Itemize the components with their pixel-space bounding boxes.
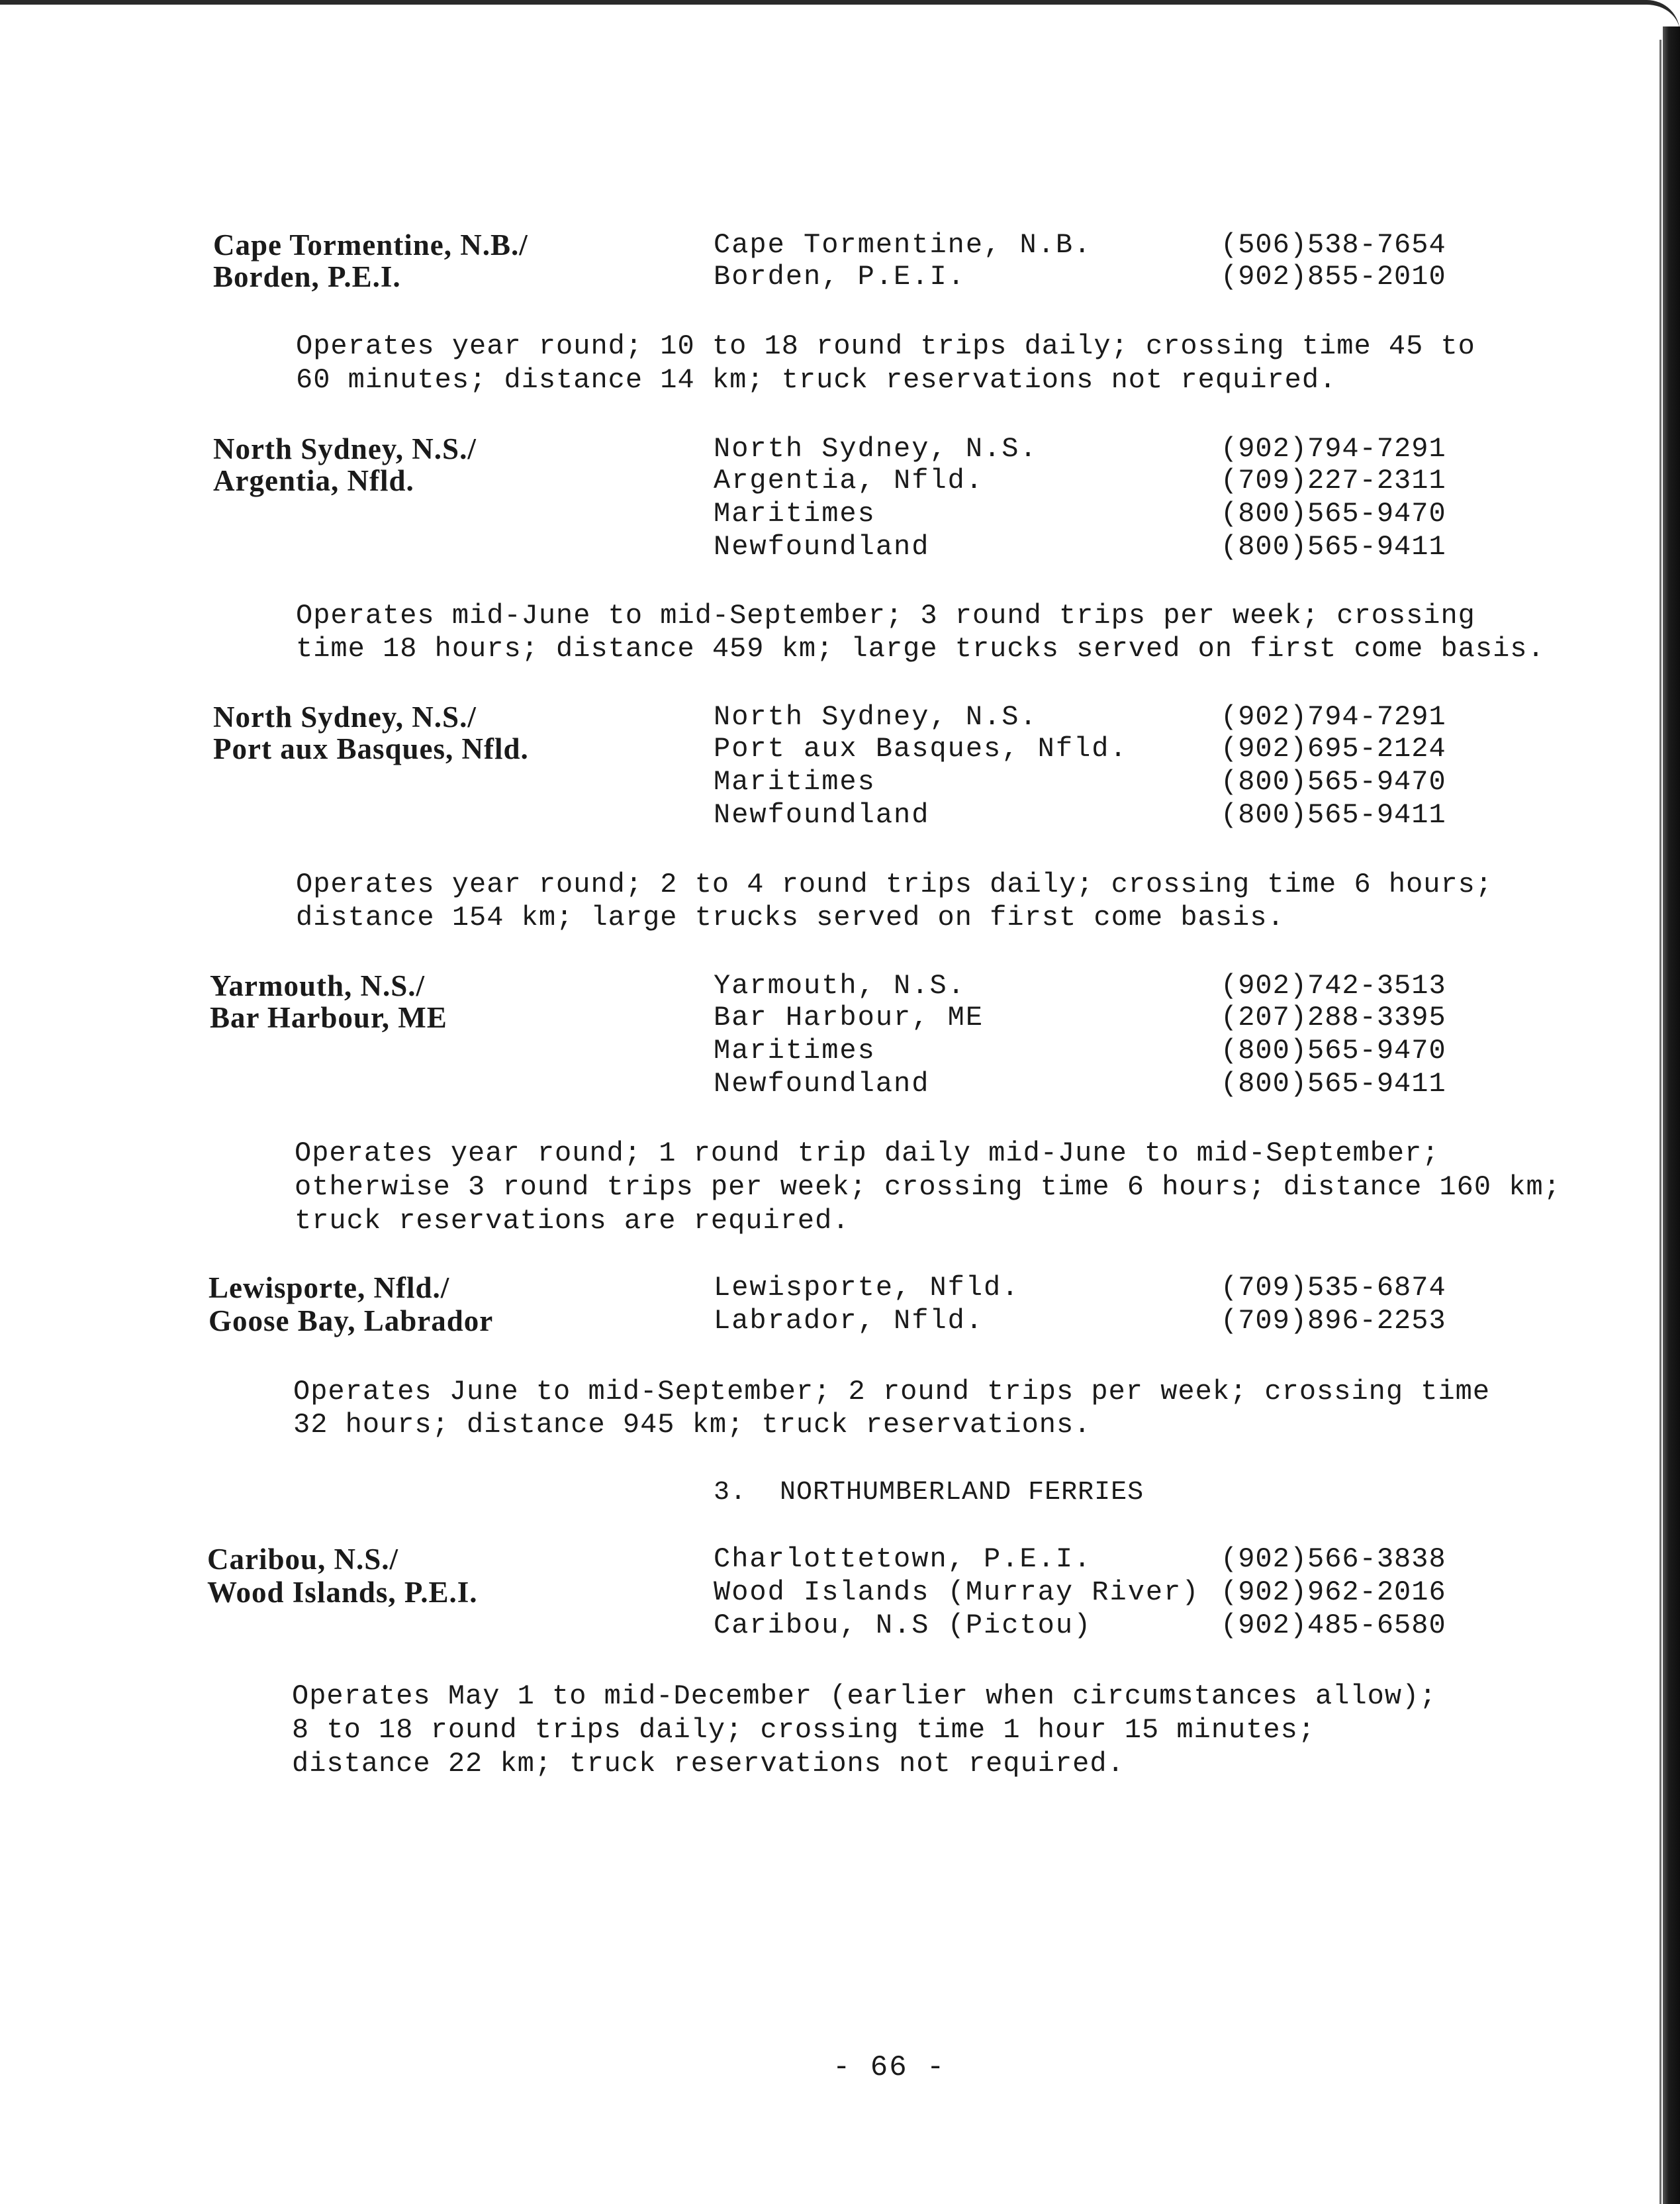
route-description: distance 154 km; large trucks served on first come basis. (296, 902, 1285, 934)
phone-number: (902)566-3838 (1221, 1543, 1446, 1575)
phone-number: (902)485-6580 (1221, 1609, 1446, 1641)
route-description: Operates year round; 2 to 4 round trips daily; crossing time 6 hours; (296, 869, 1493, 900)
phone-number: (506)538-7654 (1221, 229, 1446, 261)
office-name: Bar Harbour, ME (714, 1002, 984, 1033)
phone-number: (902)742-3513 (1221, 970, 1446, 1002)
route-description: Operates mid-June to mid-September; 3 round trips per week; crossing (296, 600, 1475, 632)
route-description: distance 22 km; truck reservations not required. (292, 1748, 1125, 1780)
phone-number: (800)565-9411 (1221, 531, 1446, 563)
section-heading: 3. NORTHUMBERLAND FERRIES (714, 1478, 1144, 1508)
phone-number: (902)794-7291 (1221, 433, 1446, 465)
route-name: Goose Bay, Labrador (209, 1304, 494, 1337)
phone-number: (902)794-7291 (1221, 701, 1446, 733)
route-name: Lewisporte, Nfld./ (209, 1271, 450, 1304)
route-name: North Sydney, N.S./ (213, 700, 477, 734)
phone-number: (902)695-2124 (1221, 733, 1446, 765)
route-description: Operates year round; 1 round trip daily mid-June to mid-September; (295, 1137, 1440, 1169)
route-description: truck reservations are required. (295, 1205, 850, 1237)
phone-number: (902)962-2016 (1221, 1576, 1446, 1608)
phone-number: (207)288-3395 (1221, 1002, 1446, 1033)
office-name: Borden, P.E.I. (714, 261, 966, 293)
office-name: Yarmouth, N.S. (714, 970, 966, 1002)
office-name: Wood Islands (Murray River) (714, 1576, 1200, 1608)
office-name: Caribou, N.S (Pictou) (714, 1609, 1092, 1641)
route-name: Port aux Basques, Nfld. (213, 732, 529, 765)
office-name: Cape Tormentine, N.B. (714, 229, 1092, 261)
phone-number: (800)565-9411 (1221, 799, 1446, 831)
office-name: Port aux Basques, Nfld. (714, 733, 1128, 765)
route-description: 60 minutes; distance 14 km; truck reservations not required. (296, 364, 1337, 396)
route-description: time 18 hours; distance 459 km; large trucks served on first come basis. (296, 633, 1545, 665)
route-description: Operates year round; 10 to 18 round trips daily; crossing time 45 to (296, 330, 1475, 362)
office-name: Lewisporte, Nfld. (714, 1272, 1020, 1304)
route-name: Caribou, N.S./ (207, 1543, 399, 1576)
phone-number: (709)535-6874 (1221, 1272, 1446, 1304)
route-name: Borden, P.E.I. (213, 260, 401, 293)
phone-number: (800)565-9470 (1221, 1035, 1446, 1067)
route-name: North Sydney, N.S./ (213, 432, 477, 465)
office-name: Labrador, Nfld. (714, 1305, 984, 1337)
office-name: Maritimes (714, 1035, 876, 1067)
route-description: otherwise 3 round trips per week; crossing time 6 hours; distance 160 km; (295, 1171, 1561, 1203)
page-number: - 66 - (833, 2051, 946, 2084)
route-name: Cape Tormentine, N.B./ (213, 228, 528, 262)
route-name: Argentia, Nfld. (213, 464, 414, 497)
route-name: Yarmouth, N.S./ (210, 969, 426, 1002)
phone-number: (800)565-9470 (1221, 766, 1446, 798)
office-name: Maritimes (714, 498, 876, 530)
office-name: Maritimes (714, 766, 876, 798)
office-name: North Sydney, N.S. (714, 701, 1038, 733)
office-name: Newfoundland (714, 1068, 930, 1100)
phone-number: (709)896-2253 (1221, 1305, 1446, 1337)
office-name: North Sydney, N.S. (714, 433, 1038, 465)
phone-number: (902)855-2010 (1221, 261, 1446, 293)
office-name: Argentia, Nfld. (714, 465, 984, 497)
route-description: Operates May 1 to mid-December (earlier when circumstances allow); (292, 1680, 1437, 1712)
office-name: Newfoundland (714, 531, 930, 563)
route-name: Wood Islands, P.E.I. (207, 1576, 478, 1609)
phone-number: (800)565-9470 (1221, 498, 1446, 530)
phone-number: (709)227-2311 (1221, 465, 1446, 497)
route-name: Bar Harbour, ME (210, 1001, 447, 1034)
route-description: Operates June to mid-September; 2 round trips per week; crossing time (293, 1376, 1491, 1408)
phone-number: (800)565-9411 (1221, 1068, 1446, 1100)
route-description: 32 hours; distance 945 km; truck reservations. (293, 1409, 1092, 1441)
office-name: Charlottetown, P.E.I. (714, 1543, 1092, 1575)
office-name: Newfoundland (714, 799, 930, 831)
route-description: 8 to 18 round trips daily; crossing time 1 hour 15 minutes; (292, 1714, 1316, 1746)
